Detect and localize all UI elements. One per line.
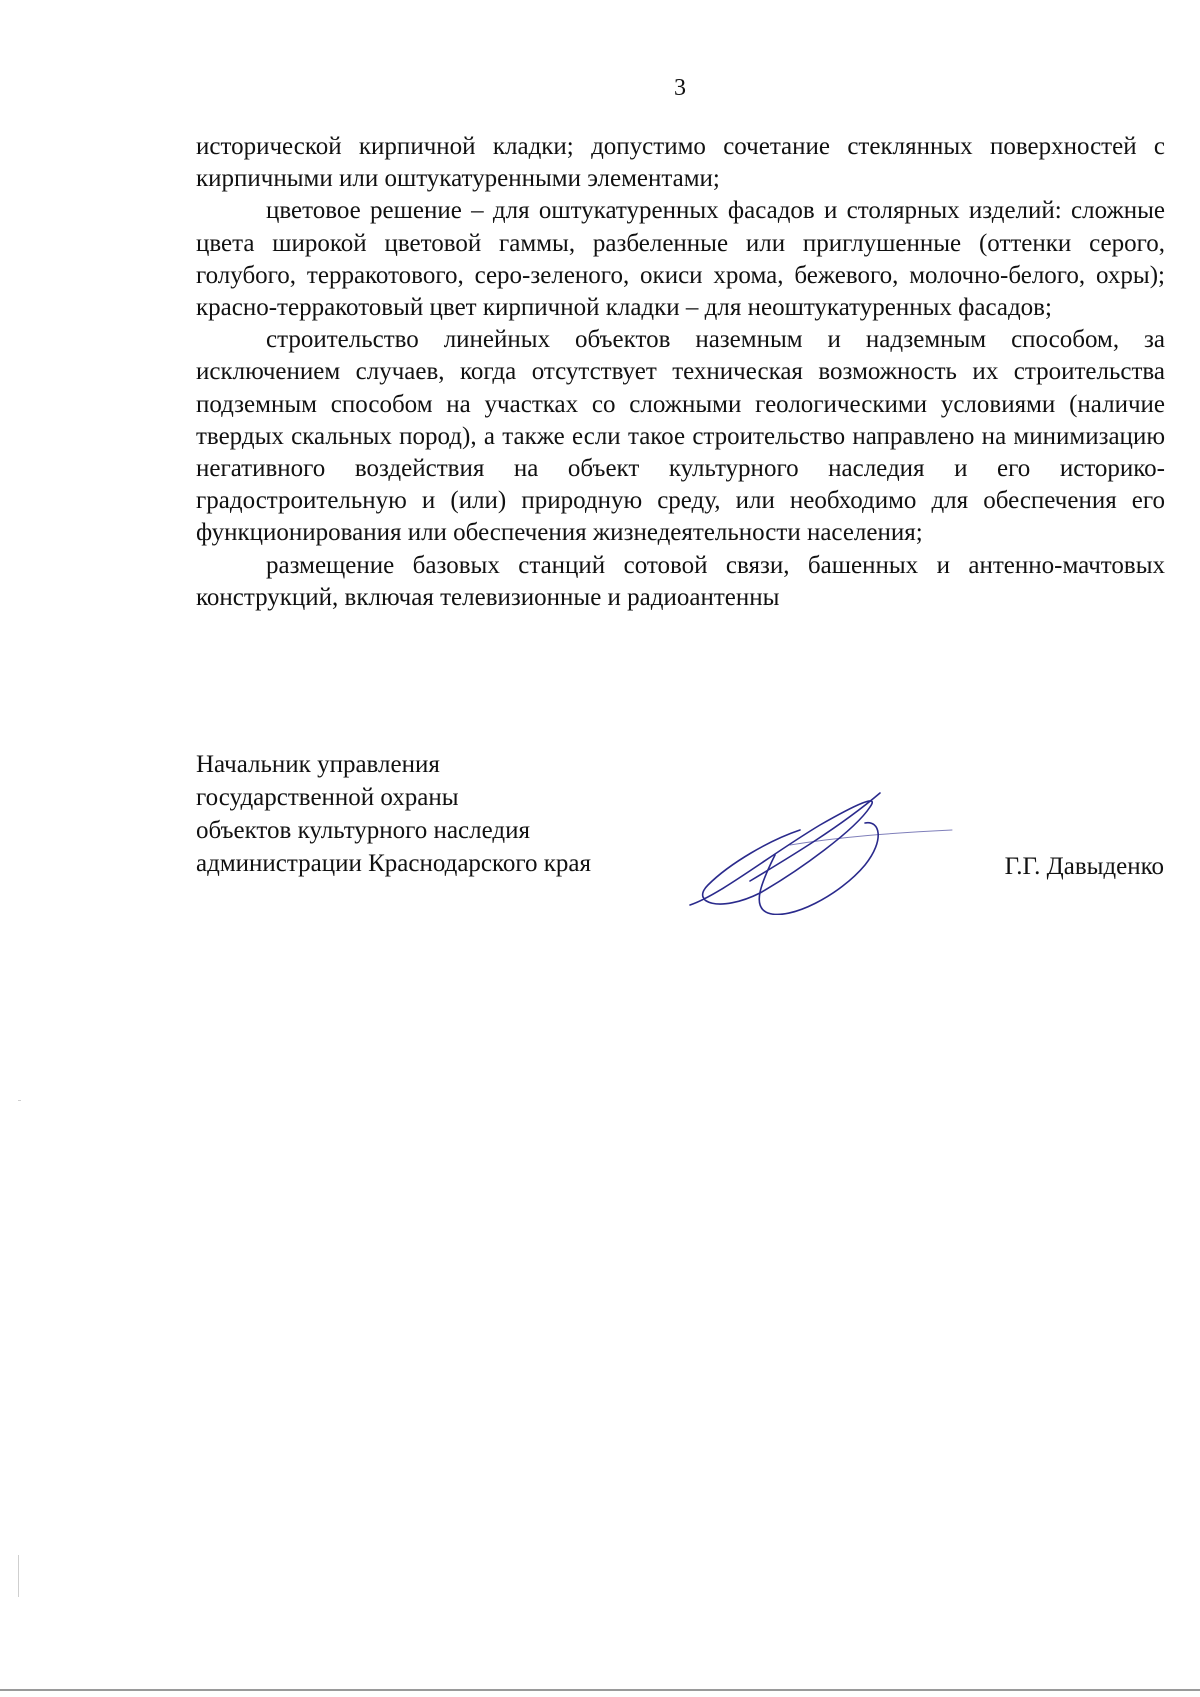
position-line: администрации Краснодарского края (196, 850, 592, 877)
handwritten-signature (680, 785, 960, 915)
page-bottom-edge (0, 1689, 1200, 1691)
paragraph-cell-stations: размещение базовых станций сотовой связи, башенных и антенно-мачтовых конструкций, включая телевизионные и радиоантенны (196, 551, 1165, 611)
signer-name: Г.Г. Давыденко (1004, 853, 1164, 880)
paragraph-color-scheme: цветовое решение – для оштукатуренных фасадов и столярных изделий: сложные цвета широкой цветовой гаммы, разбеленные или приглушенные (оттенки серого, голубого, терракотового, серо-зеленого, окиси хрома, бежевого, молочно-белого, охры); красно-терракотовый цвет кирпичной кладки – для неоштукатуренных фасадов; (196, 197, 1165, 322)
position-line: государственной охраны (196, 784, 459, 811)
position-line: Начальник управления (196, 751, 440, 778)
scan-artifact (18, 1555, 19, 1597)
scan-artifact (18, 1100, 21, 1101)
signatory-position (196, 748, 591, 880)
signature-stroke (790, 830, 952, 845)
page-number: 3 (674, 75, 686, 101)
document-body (196, 131, 1165, 614)
paragraph-linear-objects: строительство линейных объектов наземным и надземным способом, за исключением случаев, когда отсутствует техническая возможность их строительства подземным способом на участках со сложными геологическими условиями (наличие твердых скальных пород), а также если такое строительство направлено на минимизацию негативного воздействия на объект культурного наследия и его историко-градостроительную и (или) природную среду, или необходимо для обеспечения его функционирования или обеспечения жизнедеятельности населения; (196, 326, 1165, 547)
signature-stroke (690, 801, 872, 905)
paragraph-masonry: исторической кирпичной кладки; допустимо сочетание стеклянных поверхностей с кирпичными или оштукатуренными элементами; (196, 133, 1165, 193)
position-line: объектов культурного наследия (196, 817, 530, 844)
